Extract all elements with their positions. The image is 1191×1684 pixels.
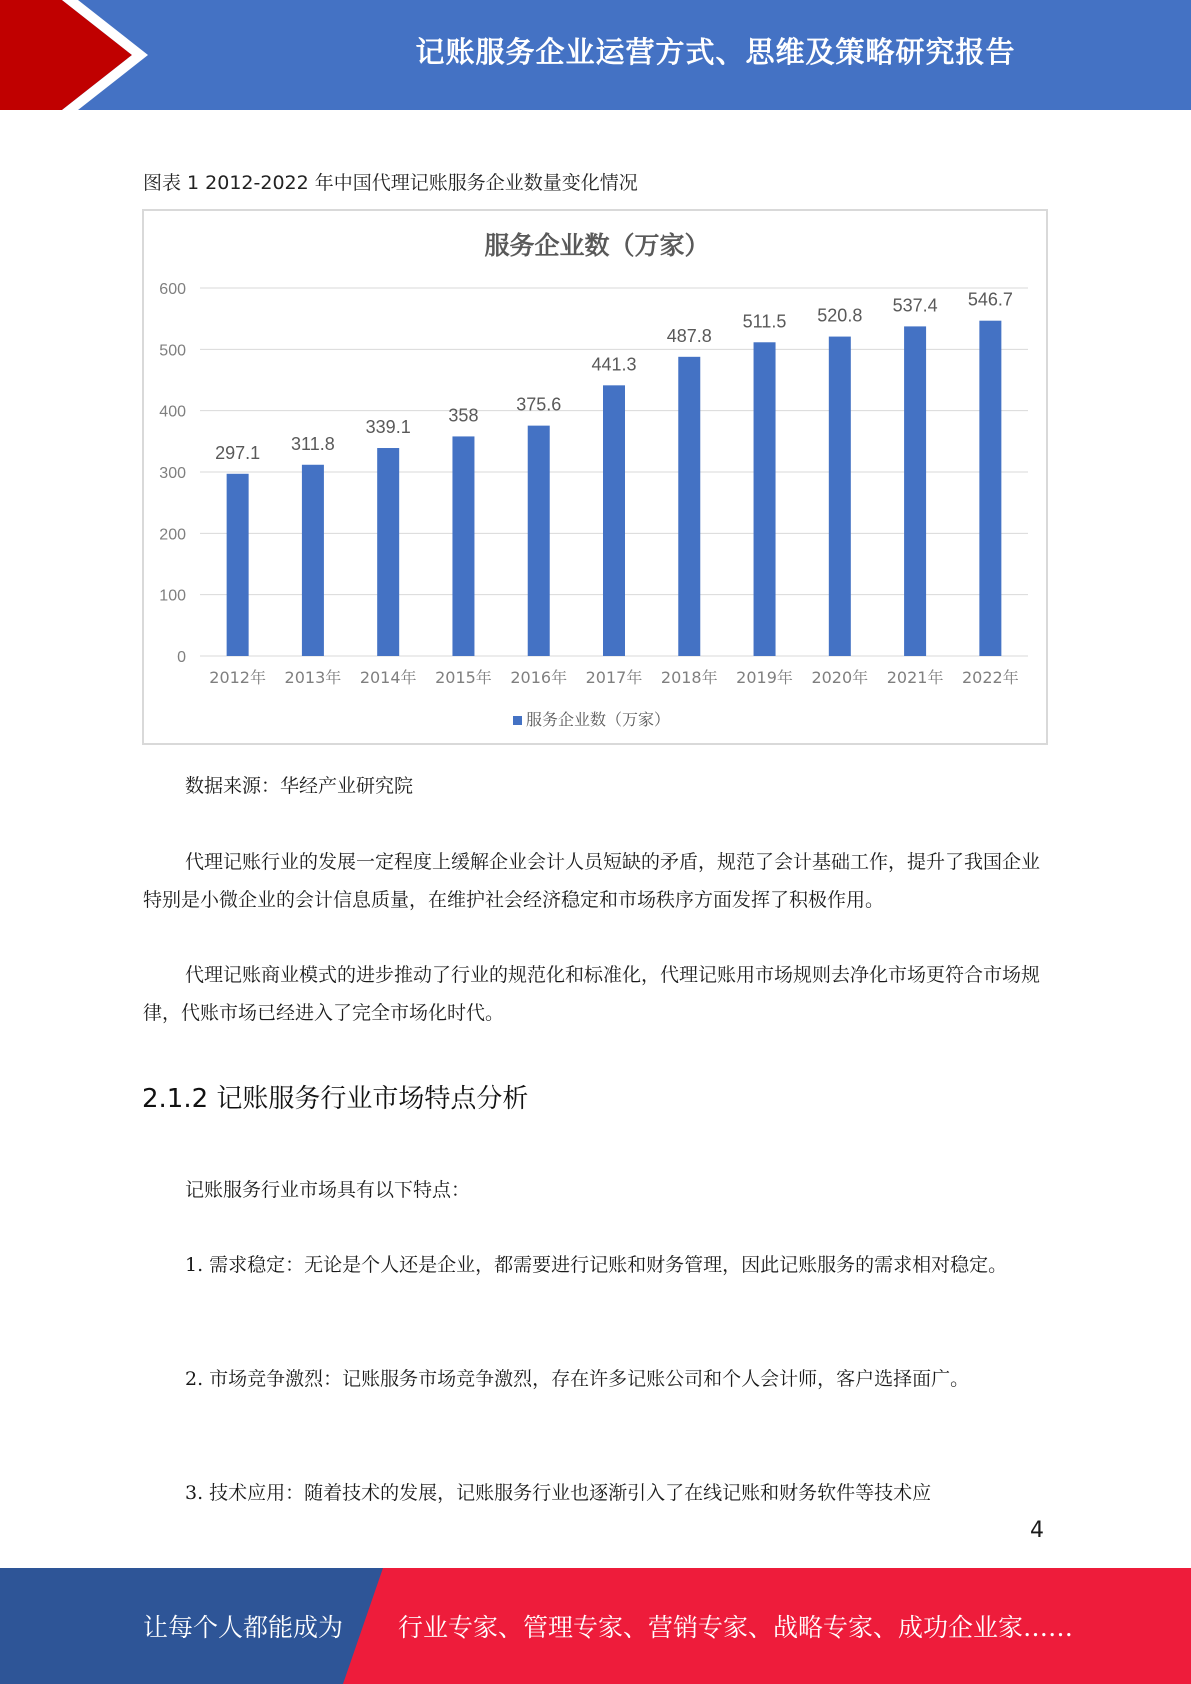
x-tick-label: 2021年 [886, 668, 944, 687]
x-tick-label: 2013年 [284, 668, 342, 687]
x-tick-label: 2016年 [510, 668, 568, 687]
chart-canvas [144, 211, 1050, 747]
legend-swatch [513, 716, 522, 725]
bar [603, 385, 625, 656]
x-tick-label: 2020年 [811, 668, 869, 687]
bar [979, 321, 1001, 656]
data-label: 546.7 [967, 289, 1013, 310]
data-label: 511.5 [742, 311, 787, 332]
data-label: 537.4 [892, 295, 938, 316]
y-tick-label: 100 [159, 587, 186, 605]
data-label: 358 [448, 405, 479, 426]
paragraph-1-text: 代理记账行业的发展一定程度上缓解企业会计人员短缺的矛盾，规范了会计基础工作，提升了我国企业特别是小微企业的会计信息质量，在维护社会经济稳定和市场秩序方面发挥了积极作用。 [143, 851, 1041, 911]
data-label: 375.6 [516, 394, 562, 415]
list-item-3 [143, 1474, 1048, 1512]
footer-slogan-left: 让每个人都能成为 [143, 1613, 344, 1642]
data-source: 数据来源：华经产业研究院 [185, 775, 414, 797]
section-heading: 2.1.2 记账服务行业市场特点分析 [142, 1084, 529, 1114]
bar [904, 326, 926, 656]
list-item-1-text: 1. 需求稳定：无论是个人还是企业，都需要进行记账和财务管理，因此记账服务的需求相对稳定。 [185, 1254, 1008, 1276]
y-tick-label: 200 [159, 526, 186, 544]
header-title: 记账服务企业运营方式、思维及策略研究报告 [415, 34, 1016, 69]
data-label: 339.1 [365, 417, 411, 438]
chart-title: 服务企业数（万家） [484, 231, 710, 260]
bar [678, 357, 700, 656]
data-label: 487.8 [666, 325, 712, 346]
page-number: 4 [1030, 1518, 1044, 1543]
list-item-3-text: 3. 技术应用：随着技术的发展，记账服务行业也逐渐引入了在线记账和财务软件等技术应 [185, 1482, 932, 1504]
x-tick-label: 2019年 [736, 668, 793, 687]
bar [754, 342, 776, 656]
page-header [0, 0, 1191, 110]
list-item-1 [143, 1246, 1048, 1284]
data-label: 311.8 [291, 433, 335, 454]
x-tick-label: 2015年 [435, 668, 492, 687]
data-label: 297.1 [215, 442, 261, 463]
list-item-2-text: 2. 市场竞争激烈：记账服务市场竞争激烈，存在许多记账公司和个人会计师，客户选择面广。 [185, 1368, 970, 1390]
paragraph-1 [143, 843, 1048, 919]
data-label: 520.8 [817, 305, 863, 326]
y-tick-label: 0 [177, 649, 186, 666]
bar-chart [142, 209, 1048, 745]
bar [452, 436, 474, 656]
bar [377, 448, 399, 656]
bar [227, 474, 249, 656]
data-label: 441.3 [591, 354, 637, 375]
legend-label: 服务企业数（万家） [526, 710, 671, 729]
y-tick-label: 600 [159, 281, 186, 298]
figure-caption: 图表 1 2012-2022 年中国代理记账服务企业数量变化情况 [143, 172, 638, 194]
list-item-2 [143, 1360, 1048, 1398]
paragraph-2-text: 代理记账商业模式的进步推动了行业的规范化和标准化，代理记账用市场规则去净化市场更符合市场规律，代账市场已经进入了完全市场化时代。 [143, 964, 1041, 1024]
y-tick-label: 300 [159, 465, 186, 482]
footer-slogan-right: 行业专家、管理专家、营销专家、战略专家、成功企业家…… [398, 1613, 1074, 1642]
bar [302, 465, 324, 656]
intro-paragraph [143, 1171, 1048, 1209]
x-tick-label: 2017年 [585, 668, 643, 687]
x-tick-label: 2018年 [660, 668, 718, 687]
y-tick-label: 400 [159, 403, 186, 421]
y-tick-label: 500 [159, 342, 186, 360]
x-tick-label: 2012年 [209, 668, 267, 687]
x-tick-label: 2022年 [961, 668, 1019, 687]
intro-text: 记账服务行业市场具有以下特点： [185, 1179, 471, 1201]
page-footer [0, 1568, 1191, 1684]
bar [829, 337, 851, 656]
paragraph-2 [143, 956, 1048, 1032]
bar [528, 426, 550, 656]
x-tick-label: 2014年 [359, 668, 417, 687]
